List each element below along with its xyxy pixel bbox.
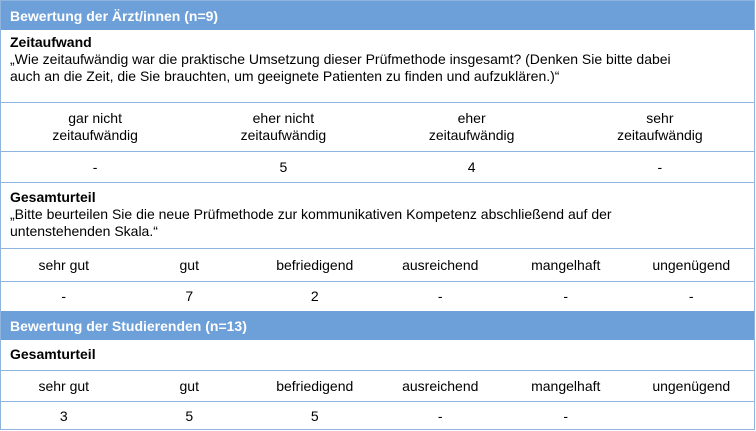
students-header-text: Bewertung der Studierenden (n=13) (10, 317, 247, 334)
students-overall-col-3: ausreichend (402, 377, 479, 394)
students-overall-col-1: gut (179, 377, 199, 394)
time-effort-value-2: 4 (467, 158, 476, 175)
students-overall-value-5 (629, 402, 755, 430)
students-overall-col-4: mangelhaft (531, 377, 601, 394)
doctors-overall-value-2: 2 (310, 288, 319, 304)
students-overall-col-5: ungenügend (652, 377, 731, 394)
time-effort-col-1-line2: zeitaufwändig (240, 127, 327, 143)
time-effort-title: Zeitaufwand (10, 34, 92, 50)
time-effort-value-1: 5 (279, 158, 288, 175)
doctors-header-text: Bewertung der Ärzt/innen (n=9) (10, 7, 219, 24)
time-effort-values-row (1, 152, 754, 182)
students-overall-value-4: - (563, 407, 569, 424)
doctors-overall-value-4: - (563, 288, 569, 304)
students-overall-block (1, 346, 754, 363)
doctors-overall-question-line2: untenstehenden Skala.“ (10, 223, 158, 239)
doctors-overall-col-4: mangelhaft (531, 256, 601, 273)
divider (1, 182, 754, 183)
students-overall-title: Gesamturteil (10, 346, 96, 362)
students-overall-header-row (1, 371, 754, 401)
time-effort-value-0: - (92, 158, 98, 175)
doctors-overall-question-line1: „Bitte beurteilen Sie die neue Prüfmethode zur kommunikativen Kompetenz abschließend auf der (10, 206, 612, 222)
time-effort-col-2 (378, 103, 566, 151)
time-effort-col-0 (1, 103, 189, 151)
doctors-overall-col-3: ausreichend (402, 256, 479, 273)
time-effort-col-1-line1: eher nicht (252, 110, 315, 126)
time-effort-value-3: - (657, 158, 663, 175)
time-effort-col-1 (189, 103, 377, 151)
time-effort-header-row (1, 103, 754, 151)
time-effort-col-3-line2: zeitaufwändig (617, 127, 703, 143)
doctors-overall-value-0: - (61, 288, 67, 304)
students-overall-value-1: 5 (185, 407, 194, 424)
doctors-overall-value-1: 7 (185, 288, 194, 304)
doctors-overall-question-block (1, 189, 754, 240)
students-overall-value-3: - (437, 407, 443, 424)
doctors-section-header (1, 1, 754, 30)
time-effort-col-0-line1: gar nicht (68, 110, 122, 126)
doctors-overall-col-0: sehr gut (38, 256, 90, 273)
students-overall-value-0: 3 (59, 407, 68, 424)
time-effort-col-2-line1: eher (457, 110, 486, 126)
doctors-overall-col-1: gut (179, 256, 199, 273)
students-overall-col-0: sehr gut (38, 377, 90, 394)
doctors-overall-col-5: ungenügend (652, 256, 731, 273)
doctors-overall-header-row (1, 249, 754, 281)
students-overall-value-2: 5 (310, 407, 319, 424)
time-effort-question-block (1, 34, 754, 85)
students-overall-values-row (1, 402, 754, 430)
doctors-overall-values-row (1, 282, 754, 311)
doctors-overall-value-5: - (688, 288, 694, 304)
time-effort-col-3-line1: sehr (646, 110, 674, 126)
doctors-overall-value-3: - (437, 288, 443, 304)
doctors-overall-col-2: befriedigend (276, 256, 354, 273)
doctors-overall-title: Gesamturteil (10, 189, 96, 205)
time-effort-col-2-line2: zeitaufwändig (428, 127, 515, 143)
time-effort-col-0-line2: zeitaufwändig (52, 127, 138, 143)
students-overall-col-2: befriedigend (276, 377, 354, 394)
time-effort-col-3 (566, 103, 754, 151)
time-effort-question-line1: „Wie zeitaufwändig war die praktische Umsetzung dieser Prüfmethode insgesamt? (Denken Sie bitte dabei (10, 51, 671, 67)
time-effort-question-line2: auch an die Zeit, die Sie brauchten, um geeignete Patienten zu finden und aufzuklären.)“ (10, 68, 560, 84)
students-section-header (1, 311, 754, 340)
